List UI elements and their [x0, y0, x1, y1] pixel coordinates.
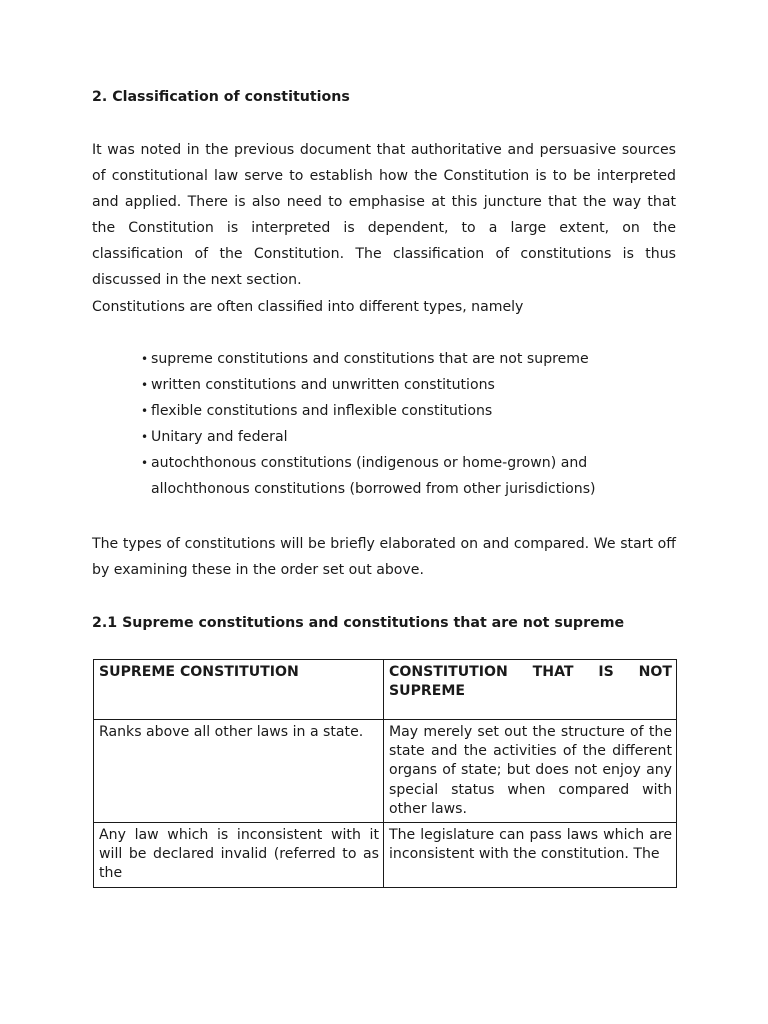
- types-intro: Constitutions are often classified into different types, namely: [92, 299, 524, 315]
- comparison-table: [93, 659, 677, 888]
- table-header-row: [94, 660, 677, 720]
- list-item: • Unitary and federal: [141, 424, 676, 450]
- table-row: [94, 823, 677, 888]
- table-cell: Any law which is inconsistent with it will be declared invalid (referred to as the: [94, 823, 384, 888]
- bullet-icon: •: [141, 352, 149, 366]
- table-row: [94, 720, 677, 823]
- list-item: • written constitutions and unwritten constitutions: [141, 372, 676, 398]
- table-cell: May merely set out the structure of the state and the activities of the different organs of state; but does not enjoy any special status when compared with other laws.: [384, 720, 677, 823]
- table-header-not-supreme: CONSTITUTION THAT IS NOT SUPREME: [384, 660, 677, 720]
- list-item: • flexible constitutions and inflexible constitutions: [141, 398, 676, 424]
- bullet-icon: •: [141, 456, 149, 471]
- closing-paragraph: The types of constitutions will be briefly elaborated on and compared. We start off by examining these in the order set out above.: [92, 536, 676, 579]
- section-heading: 2. Classification of constitutions: [92, 89, 350, 105]
- table-cell: Ranks above all other laws in a state.: [94, 720, 384, 823]
- subsection-heading: 2.1 Supreme constitutions and constitutions that are not supreme: [92, 615, 625, 631]
- bullet-icon: •: [141, 378, 149, 393]
- bullet-icon: •: [141, 404, 149, 419]
- classification-list: [141, 346, 676, 503]
- list-item: • supreme constitutions and constitutions that are not supreme: [141, 346, 676, 372]
- list-item: • autochthonous constitutions (indigenous or home-grown) and allochthonous constitutions (borrowed from other jurisdictions): [141, 450, 676, 502]
- bullet-icon: •: [141, 430, 149, 445]
- table-header-supreme: SUPREME CONSTITUTION: [94, 660, 384, 720]
- table-cell: The legislature can pass laws which are inconsistent with the constitution. The: [384, 823, 677, 888]
- intro-paragraph: It was noted in the previous document that authoritative and persuasive sources of constitutional law serve to establish how the Constitution is to be interpreted and applied. There is also need to emphasise at this juncture that the way that the Constitution is interpreted is dependent, to a large extent, on the classification of the Constitution. The classification of constitutions is thus discussed in the next section.: [92, 142, 676, 289]
